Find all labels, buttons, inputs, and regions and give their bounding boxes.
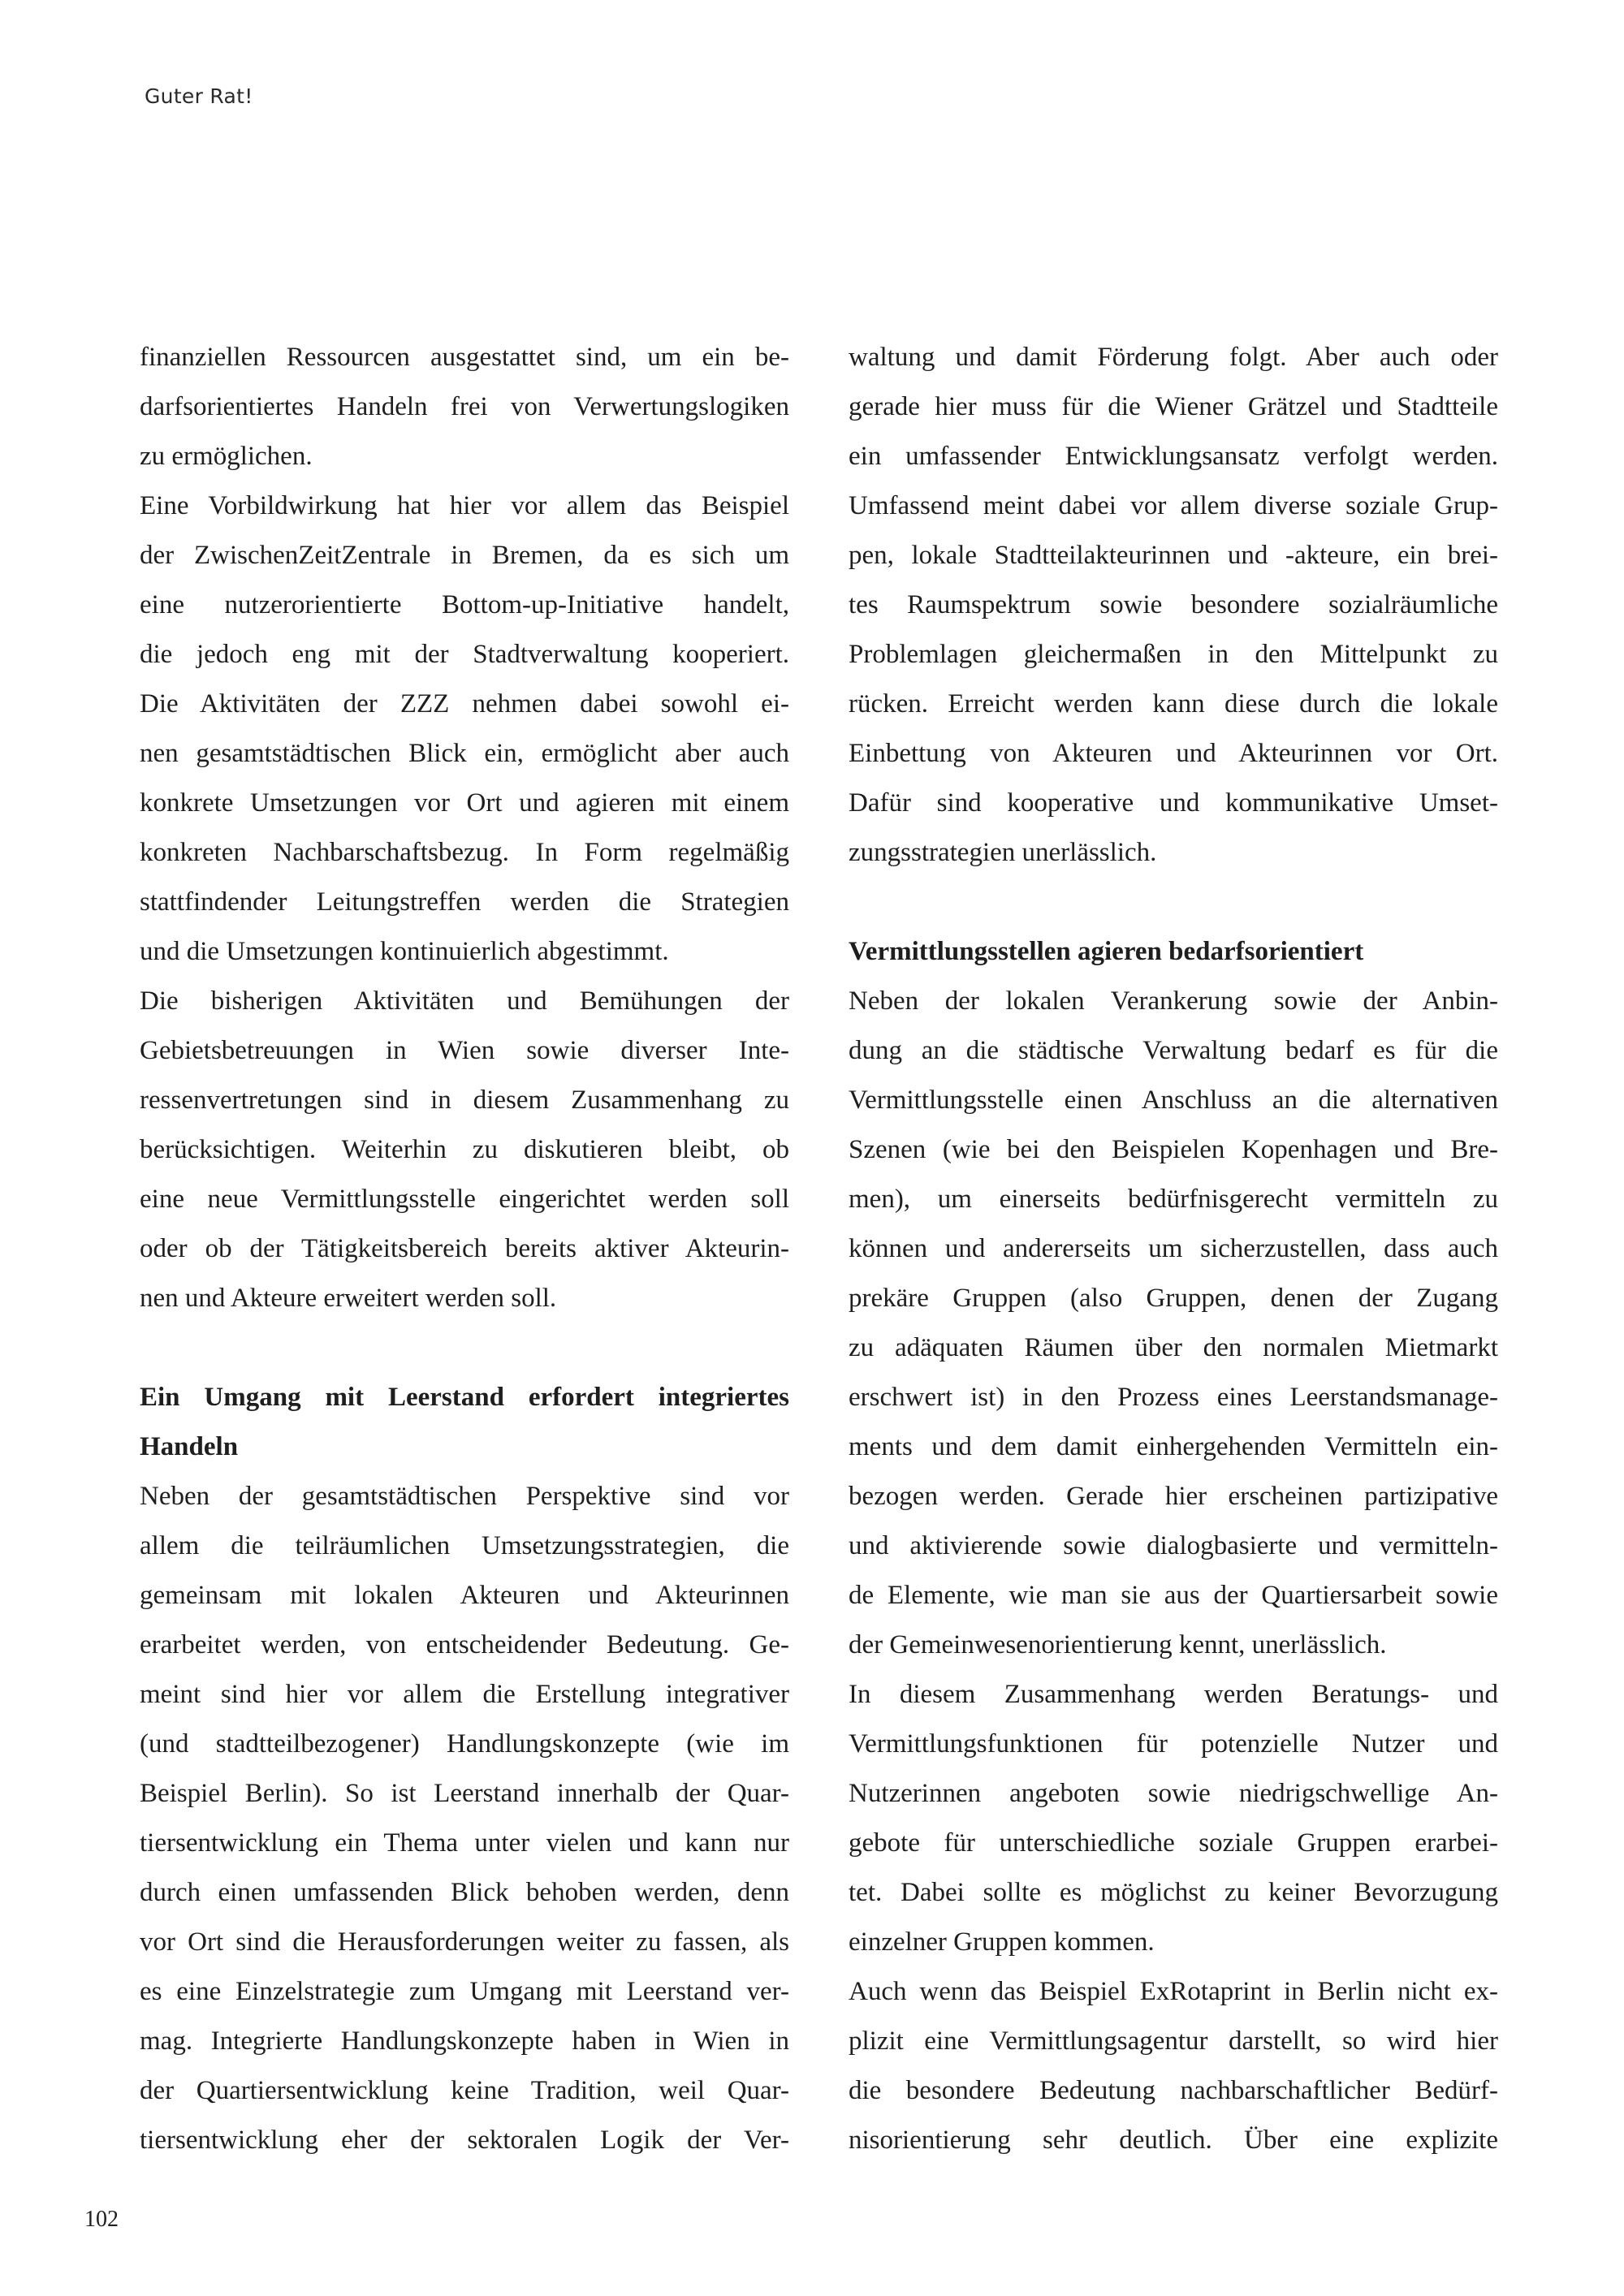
text-line: eine nutzerorientierte Bottom-up-Initiative handelt, <box>140 590 789 619</box>
text-line: einzelner Gruppen kommen. <box>849 1927 1155 1957</box>
text-line: die jedoch eng mit der Stadtverwaltung kooperiert. <box>140 640 789 669</box>
text-line: gerade hier muss für die Wiener Grätzel und Stadtteile <box>849 392 1498 421</box>
text-line: Problemlagen gleichermaßen in den Mittelpunkt zu <box>849 640 1498 669</box>
text-line: Die bisherigen Aktivitäten und Bemühungen der <box>140 986 789 1016</box>
text-line: und aktivierende sowie dialogbasierte und vermitteln- <box>849 1531 1498 1560</box>
paragraph <box>140 1472 789 2165</box>
text-line: Vermittlungsstelle einen Anschluss an die alternativen <box>849 1085 1498 1115</box>
text-line: Neben der gesamtstädtischen Perspektive sind vor <box>140 1482 789 1511</box>
text-line: Auch wenn das Beispiel ExRotaprint in Berlin nicht ex- <box>849 1977 1498 2006</box>
paragraph <box>140 333 789 481</box>
text-line: darfsorientiertes Handeln frei von Verwertungslogiken <box>140 392 789 421</box>
text-line: tet. Dabei sollte es möglichst zu keiner Bevorzugung <box>849 1878 1498 1907</box>
text-line: ein umfassender Entwicklungsansatz verfolgt werden. <box>849 442 1498 471</box>
section-heading <box>849 927 1498 977</box>
paragraph <box>849 1670 1498 1967</box>
text-line: Vermittlungsfunktionen für potenzielle Nutzer und <box>849 1729 1498 1759</box>
text-line: gebote für unterschiedliche soziale Gruppen erarbei- <box>849 1828 1498 1858</box>
text-line: dung an die städtische Verwaltung bedarf es für die <box>849 1036 1498 1065</box>
text-line: ments und dem damit einhergehenden Vermitteln ein- <box>849 1432 1498 1461</box>
text-line: plizit eine Vermittlungsagentur darstellt, so wird hier <box>849 2026 1498 2056</box>
text-line: Beispiel Berlin). So ist Leerstand innerhalb der Quar- <box>140 1779 789 1808</box>
text-line: tes Raumspektrum sowie besondere sozialräumliche <box>849 590 1498 619</box>
text-line: zu ermöglichen. <box>140 442 313 471</box>
text-line: tiersentwicklung ein Thema unter vielen und kann nur <box>140 1828 789 1858</box>
section-heading <box>140 1373 789 1472</box>
text-line: erarbeitet werden, von entscheidender Bedeutung. Ge- <box>140 1630 789 1659</box>
text-line: der Gemeinwesenorientierung kennt, unerlässlich. <box>849 1630 1387 1659</box>
text-line: allem die teilräumlichen Umsetzungsstrategien, die <box>140 1531 789 1560</box>
text-line: pen, lokale Stadtteilakteurinnen und -akteure, ein brei- <box>849 541 1498 570</box>
text-line: können und andererseits um sicherzustellen, dass auch <box>849 1234 1498 1263</box>
text-line: es eine Einzelstrategie zum Umgang mit Leerstand ver- <box>140 1977 789 2006</box>
text-line: rücken. Erreicht werden kann diese durch die lokale <box>849 689 1498 719</box>
text-line: prekäre Gruppen (also Gruppen, denen der Zugang <box>849 1284 1498 1313</box>
text-line: eine neue Vermittlungsstelle eingerichtet werden soll <box>140 1185 789 1214</box>
text-line: zu adäquaten Räumen über den normalen Mietmarkt <box>849 1333 1498 1362</box>
text-line: oder ob der Tätigkeitsbereich bereits aktiver Akteurin- <box>140 1234 789 1263</box>
text-line: erschwert ist) in den Prozess eines Leerstandsmanage- <box>849 1383 1498 1412</box>
text-line: berücksichtigen. Weiterhin zu diskutieren bleibt, ob <box>140 1135 789 1164</box>
text-line: nen und Akteure erweitert werden soll. <box>140 1284 557 1313</box>
text-line: waltung und damit Förderung folgt. Aber auch oder <box>849 343 1498 372</box>
paragraph <box>140 481 789 977</box>
text-line: Nutzerinnen angeboten sowie niedrigschwellige An- <box>849 1779 1498 1808</box>
text-line: (und stadtteilbezogener) Handlungskonzepte (wie im <box>140 1729 789 1759</box>
page-number: 102 <box>84 2207 119 2232</box>
text-line: meint sind hier vor allem die Erstellung integrativer <box>140 1680 789 1709</box>
text-line: bezogen werden. Gerade hier erscheinen partizipative <box>849 1482 1498 1511</box>
text-line: Neben der lokalen Verankerung sowie der Anbin- <box>849 986 1498 1016</box>
text-line: stattfindender Leitungstreffen werden die Strategien <box>140 887 789 917</box>
paragraph <box>849 977 1498 1670</box>
left-column <box>140 333 789 2165</box>
paragraph <box>849 333 1498 878</box>
heading-line: Handeln <box>140 1432 239 1461</box>
text-line: Umfassend meint dabei vor allem diverse soziale Grup- <box>849 491 1498 520</box>
text-line: zungsstrategien unerlässlich. <box>849 838 1157 867</box>
spacer <box>849 878 1498 927</box>
text-line: vor Ort sind die Herausforderungen weiter zu fassen, als <box>140 1927 789 1957</box>
text-line: der ZwischenZeitZentrale in Bremen, da es sich um <box>140 541 789 570</box>
text-line: die besondere Bedeutung nachbarschaftlicher Bedürf- <box>849 2076 1498 2105</box>
running-head: Guter Rat! <box>145 84 253 108</box>
text-line: In diesem Zusammenhang werden Beratungs- und <box>849 1680 1498 1709</box>
text-line: durch einen umfassenden Blick behoben werden, denn <box>140 1878 789 1907</box>
text-line: ressenvertretungen sind in diesem Zusammenhang zu <box>140 1085 789 1115</box>
text-line: nen gesamtstädtischen Blick ein, ermöglicht aber auch <box>140 739 789 768</box>
text-line: Dafür sind kooperative und kommunikative Umset- <box>849 788 1498 818</box>
text-line: Einbettung von Akteuren und Akteurinnen vor Ort. <box>849 739 1498 768</box>
text-line: mag. Integrierte Handlungskonzepte haben in Wien in <box>140 2026 789 2056</box>
text-line: gemeinsam mit lokalen Akteuren und Akteurinnen <box>140 1581 789 1610</box>
text-line: der Quartiersentwicklung keine Tradition, weil Quar- <box>140 2076 789 2105</box>
text-line: konkrete Umsetzungen vor Ort und agieren mit einem <box>140 788 789 818</box>
text-line: Gebietsbetreuungen in Wien sowie diverser Inte- <box>140 1036 789 1065</box>
paragraph <box>140 977 789 1323</box>
heading-line: Ein Umgang mit Leerstand erfordert integriertes <box>140 1383 789 1412</box>
text-line: de Elemente, wie man sie aus der Quartiersarbeit sowie <box>849 1581 1498 1610</box>
text-line: konkreten Nachbarschaftsbezug. In Form regelmäßig <box>140 838 789 867</box>
text-line: und die Umsetzungen kontinuierlich abgestimmt. <box>140 937 669 966</box>
text-line: nisorientierung sehr deutlich. Über eine explizite <box>849 2126 1498 2155</box>
text-line: Szenen (wie bei den Beispielen Kopenhagen und Bre- <box>849 1135 1498 1164</box>
right-column <box>849 333 1498 2165</box>
paragraph <box>849 1967 1498 2165</box>
text-line: finanziellen Ressourcen ausgestattet sind, um ein be- <box>140 343 789 372</box>
text-line: tiersentwicklung eher der sektoralen Logik der Ver- <box>140 2126 789 2155</box>
text-line: Die Aktivitäten der ZZZ nehmen dabei sowohl ei- <box>140 689 789 719</box>
text-line: men), um einerseits bedürfnisgerecht vermitteln zu <box>849 1185 1498 1214</box>
text-line: Eine Vorbildwirkung hat hier vor allem das Beispiel <box>140 491 789 520</box>
spacer <box>140 1323 789 1373</box>
heading-line: Vermittlungsstellen agieren bedarfsorientiert <box>849 937 1364 966</box>
